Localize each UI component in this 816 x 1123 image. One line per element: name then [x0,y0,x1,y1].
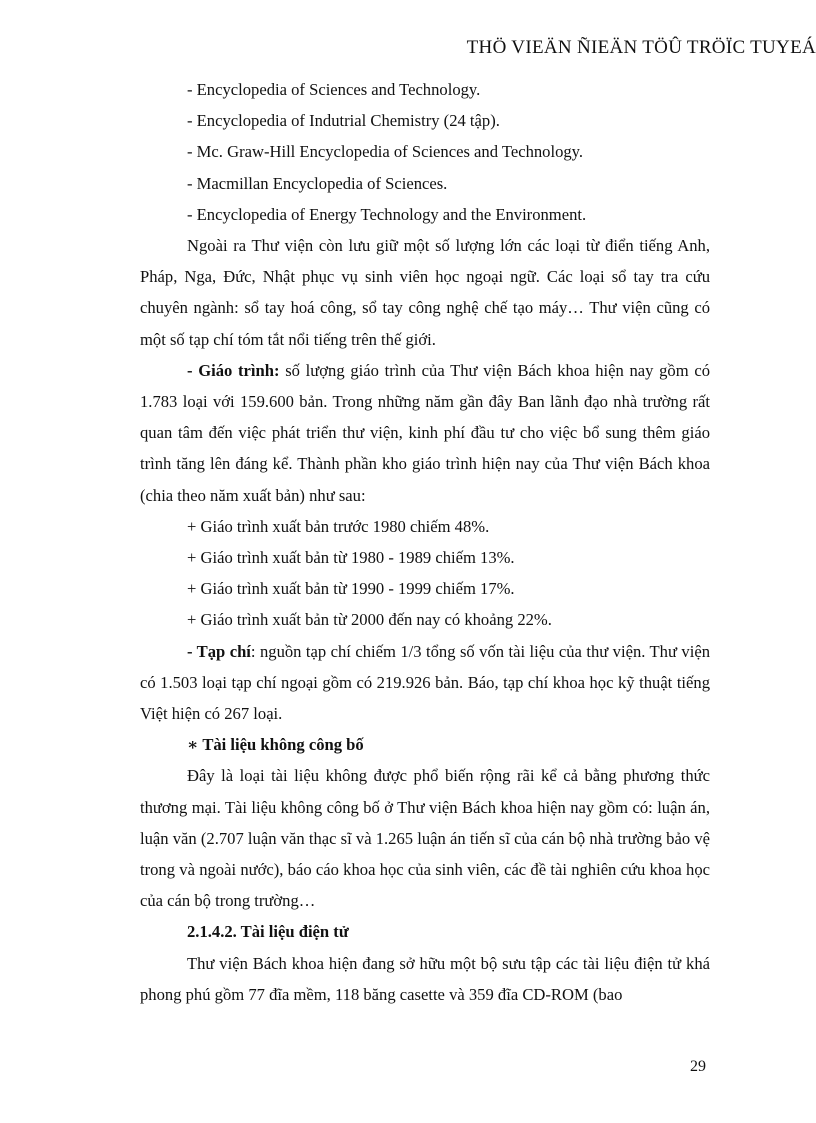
list-item: - Encyclopedia of Sciences and Technology. [187,80,481,99]
list-item: + Giáo trình xuất bản từ 1990 - 1999 chiếm 17%. [187,579,515,599]
tap-chi-text: : nguồn tạp chí chiếm 1/3 tổng số vốn tài liệu của thư viện. Thư viện có 1.503 loại tạp chí ngoại gồm có 219.926 bản. Báo, tạp chí khoa học kỹ thuật tiếng Việt hiện có 267 loại. [140,641,710,724]
list-item: + Giáo trình xuất bản từ 2000 đến nay có khoảng 22%. [187,610,552,630]
paragraph-unpublished: Đây là loại tài liệu không được phổ biến rộng rãi kể cả bằng phương thức thương mại. Tài liệu không công bố ở Thư viện Bách khoa hiện nay gồm có: luận án, luận văn (2.707 luận văn thạc sĩ và 1.265 luận án tiến sĩ của cán bộ nhà trường bảo vệ trong và ngoài nước), báo cáo khoa học của sinh viên, các đề tài nghiên cứu khoa học của cán bộ trong trường… [140,766,710,911]
paragraph-dictionaries: Ngoài ra Thư viện còn lưu giữ một số lượng lớn các loại từ điển tiếng Anh, Pháp, Nga, Đức, Nhật phục vụ sinh viên học ngoại ngữ. Các loại sổ tay tra cứu chuyên ngành: sổ tay hoá công, sổ tay công nghệ chế tạo máy… Thư viện cũng có một số tạp chí tóm tắt nổi tiếng trên thế giới. [140,236,710,349]
page-body [140,74,710,1010]
paragraph-giao-trinh [140,355,710,511]
running-header: THÖ VIEÄN ÑIEÄN TÖÛ TRÖÏC TUYEÁ [466,37,816,58]
page-number: 29 [690,1058,706,1075]
giao-trinh-label: - Giáo trình: [187,360,280,380]
section-heading-electronic: 2.1.4.2. Tài liệu điện tử [187,922,349,942]
paragraph-electronic: Thư viện Bách khoa hiện đang sở hữu một bộ sưu tập các tài liệu điện tử khá phong phú gồm 77 đĩa mềm, 118 băng casette và 359 đĩa CD-ROM (bao [140,953,710,1004]
tap-chi-label: - Tạp chí [187,641,251,661]
list-item: + Giáo trình xuất bản từ 1980 - 1989 chiếm 13%. [187,548,515,568]
giao-trinh-text: số lượng giáo trình của Thư viện Bách khoa hiện nay gồm có 1.783 loại với 159.600 bản. Trong những năm gần đây Ban lãnh đạo nhà trường rất quan tâm đến việc phát triển thư viện, kinh phí đầu tư cho việc bổ sung thêm giáo trình tăng lên đáng kể. Thành phần kho giáo trình hiện nay của Thư viện Bách khoa (chia theo năm xuất bản) như sau: [140,360,710,505]
list-item: - Macmillan Encyclopedia of Sciences. [187,173,448,193]
list-item: - Mc. Graw-Hill Encyclopedia of Sciences and Technology. [187,142,584,162]
list-item: + Giáo trình xuất bản trước 1980 chiếm 48%. [187,516,490,536]
list-item: - Encyclopedia of Indutrial Chemistry (24 tập). [187,111,500,131]
list-item: - Encyclopedia of Energy Technology and the Environment. [187,204,587,224]
section-heading-unpublished: ∗ Tài liệu không công bố [187,735,364,755]
paragraph-tap-chi [140,636,710,730]
